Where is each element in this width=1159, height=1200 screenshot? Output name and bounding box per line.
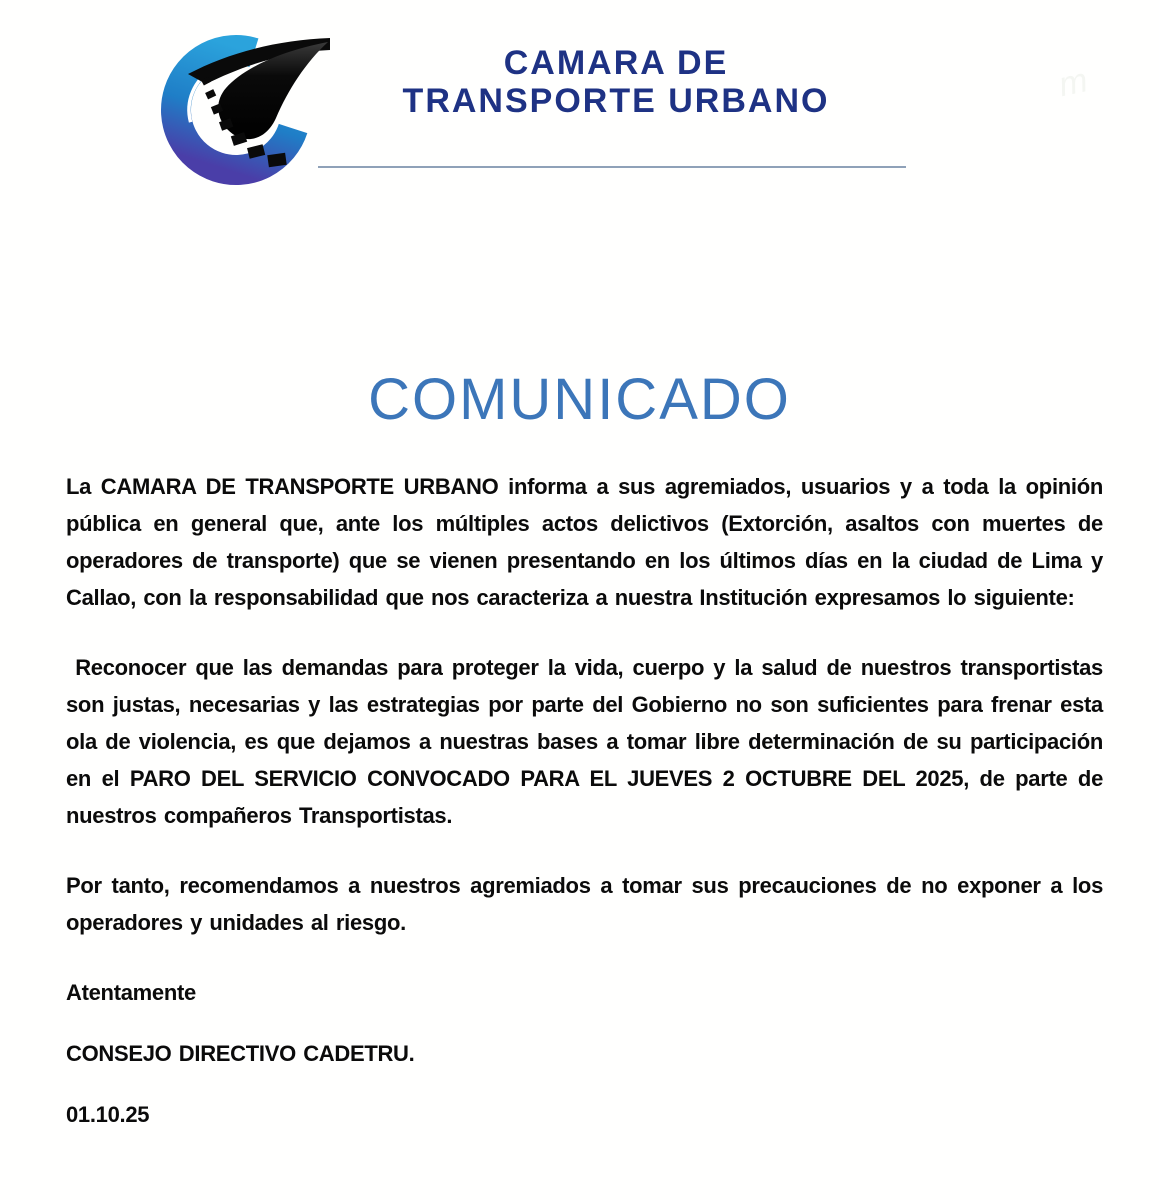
signature-line: CONSEJO DIRECTIVO CADETRU.: [66, 1041, 415, 1066]
document-title: COMUNICADO: [368, 367, 791, 432]
road-swoosh-logo-icon: [158, 26, 330, 186]
paragraph-recommendation: Por tanto, recomendamos a nuestros agremiados a tomar sus precauciones de no exponer a los operadores y unidades al riesgo.: [66, 873, 1103, 935]
paragraph-intro: La CAMARA DE TRANSPORTE URBANO informa a sus agremiados, usuarios y a toda la opinión pública en general que, ante los múltiples actos delictivos (Extorción, asaltos con muertes de operadores de transporte) que se vienen presentando en los últimos días en la ciudad de Lima y Callao, con la responsabilidad que nos caracteriza a nuestra Institución expresamos lo siguiente:: [66, 474, 1103, 610]
document-header: [0, 0, 1159, 200]
org-name-line2: TRANSPORTE URBANO: [402, 82, 830, 120]
date-line: 01.10.25: [66, 1102, 150, 1127]
org-name-line1: CAMARA DE: [503, 44, 729, 82]
org-name: [320, 44, 912, 120]
closing-block: [66, 974, 1103, 1133]
document-body: [66, 468, 1103, 1133]
header-divider: [318, 166, 906, 168]
closing-salutation: Atentamente: [66, 980, 196, 1005]
paragraph-position: Reconocer que las demandas para proteger la vida, cuerpo y la salud de nuestros transportistas son justas, necesarias y las estrategias por parte del Gobierno no son suficientes para frenar esta ola de violencia, es que dejamos a nuestras bases a tomar libre determinación de su participación en el PARO DEL SERVICIO CONVOCADO PARA EL JUEVES 2 OCTUBRE DEL 2025, de parte de nuestros compañeros Transportistas.: [66, 655, 1103, 828]
faint-scan-mark: m: [1055, 61, 1091, 105]
